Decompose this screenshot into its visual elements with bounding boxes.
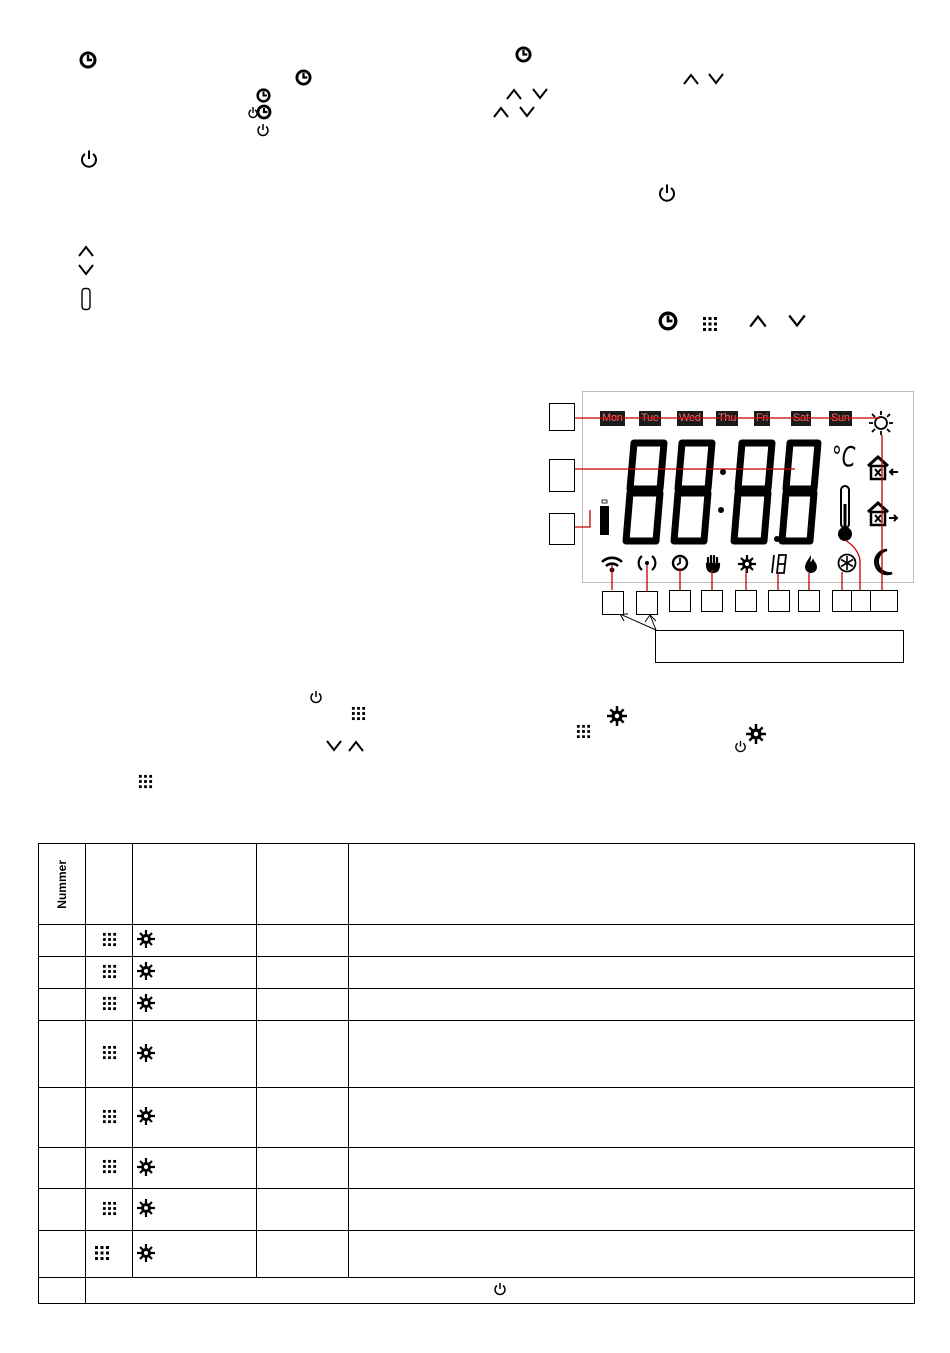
gear-icon [137,1044,155,1065]
gear-icon [137,1107,155,1128]
table-row [39,925,915,957]
gear-icon [137,994,155,1015]
table-row [39,1021,915,1088]
table-row [39,1088,915,1148]
gear-icon [137,1199,155,1220]
day-wed: Wed [679,412,701,424]
callout-box [701,590,723,612]
grid-dots-icon [102,1045,117,1063]
header-cell [349,844,915,925]
callout-box [636,591,658,615]
grid-dots-icon [102,996,117,1014]
day-sun: Sun [831,412,850,424]
grid-dots-icon [102,1109,117,1127]
header-number: Nummer [39,844,86,925]
gear-icon [607,706,627,726]
chevron-down-icon [325,739,343,753]
grid-dots-icon [102,1201,117,1219]
table-row [39,1189,915,1231]
callout-box [549,403,575,431]
day-tue: Tue [641,412,659,424]
gear-icon [137,930,155,951]
header-cell [133,844,257,925]
gear-icon [746,724,766,744]
callout-box [832,590,852,612]
callout-box [549,459,575,492]
table-row [39,1231,915,1278]
power-icon [309,690,323,704]
settings-table [38,843,915,1304]
day-mon: Mon [602,412,623,424]
gear-icon [137,1244,155,1265]
callout-box [735,590,757,612]
legend-callout-box [655,630,904,663]
grid-dots-icon [576,724,591,739]
table-footer-row [39,1278,915,1304]
table-row [39,989,915,1021]
callout-box [669,590,691,612]
day-thu: Thu [718,412,737,424]
callout-box [851,590,871,612]
table-row [39,1148,915,1189]
grid-dots-icon [102,1159,117,1177]
day-fri: Fri [756,412,768,424]
chevron-up-icon [347,739,365,753]
callout-box [870,590,898,612]
grid-dots-icon [94,1245,110,1264]
grid-dots-icon [351,706,366,721]
callout-box [602,591,624,615]
power-icon [493,1282,507,1299]
unit-celsius: °C [832,440,856,473]
gear-icon [137,962,155,983]
callout-box [549,513,575,545]
callout-box [768,590,790,612]
day-sat: Sat [793,412,809,424]
table-row [39,957,915,989]
grid-dots-icon [102,964,117,982]
header-cell [257,844,349,925]
grid-dots-icon [138,774,153,789]
grid-dots-icon [102,932,117,950]
callout-box [798,590,820,612]
table-header-row [39,844,915,925]
header-cell [86,844,133,925]
gear-icon [137,1158,155,1179]
